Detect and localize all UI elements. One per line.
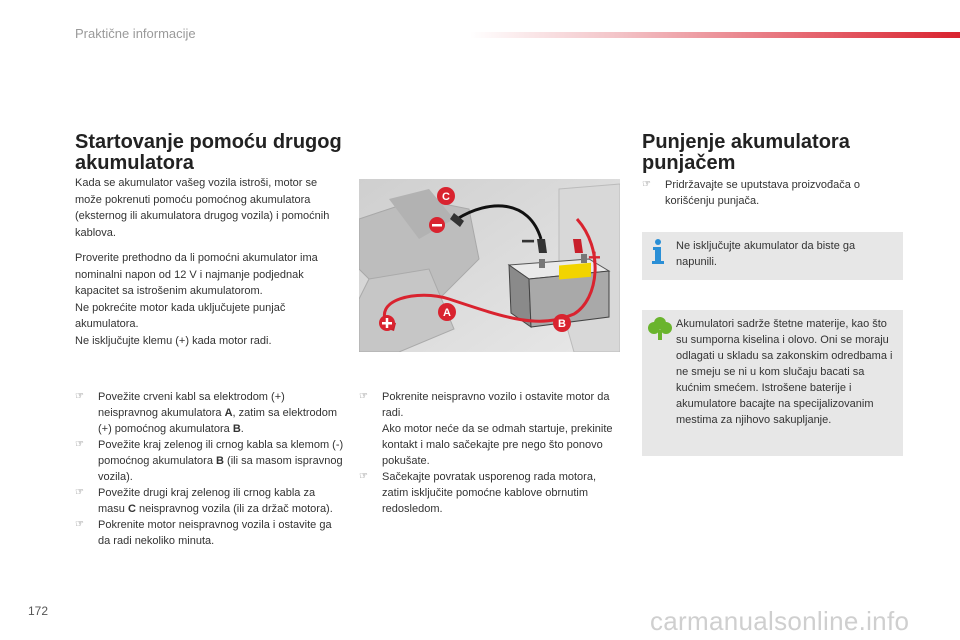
battery-terminal-negative <box>539 259 545 268</box>
list-item: ☞ Pokrenite neispravno vozilo i ostavite motor da radi. Ako motor neće da se odmah startuje, prekinite kontakt i malo sačekajte pre nego što ponovo pokušate. <box>359 391 613 467</box>
tree-icon <box>648 316 672 342</box>
list-item: ☞ Povežite drugi kraj zelenog ili crnog kabla za masu C neispravnog vozila (ili za držač motora). <box>75 487 333 515</box>
header-accent-bar <box>470 32 960 38</box>
info-note-text: Ne isključujte akumulator da biste ga napunili. <box>676 240 856 268</box>
battery-terminal-positive <box>581 254 587 263</box>
intro-paragraph: Kada se akumulator vašeg vozila istroši, motor se može pokrenuti pomoću pomoćnog akumulatora (eksternog ili akumulatora drugog vozila) i pomoćnih kablova. <box>75 177 330 239</box>
pointing-hand-icon: ☞ <box>75 487 84 498</box>
marker-a-label: A <box>443 307 451 319</box>
right-steps-list <box>642 177 902 209</box>
list-item: ☞ Pokrenite motor neispravnog vozila i ostavite ga da radi nekoliko minuta. <box>75 519 332 547</box>
check-paragraph <box>75 250 340 349</box>
check-line: Ne pokrećite motor kada uključujete punjač akumulatora. <box>75 301 286 330</box>
list-item: ☞ Povežite crveni kabl sa elektrodom (+) neispravnog akumulatora A, zatim sa elektrodom (+) pomoćnog akumulatora B. <box>75 391 338 435</box>
pointing-hand-icon: ☞ <box>75 391 84 402</box>
eco-note-box <box>642 310 903 456</box>
header-section-title: Praktične informacije <box>75 26 196 41</box>
list-item: ☞ Povežite kraj zelenog ili crnog kabla sa klemom (-) pomoćnog akumulatora B (ili sa masom ispravnog vozila). <box>75 439 344 483</box>
left-steps-list <box>75 389 345 549</box>
pointing-hand-icon: ☞ <box>359 471 368 482</box>
pointing-hand-icon: ☞ <box>359 391 368 402</box>
pointing-hand-icon: ☞ <box>75 519 84 530</box>
marker-c-label: C <box>442 191 450 203</box>
marker-b-label: B <box>558 318 566 330</box>
plus-label: + <box>588 245 601 270</box>
page-number: 172 <box>28 604 49 618</box>
check-line: Proverite prethodno da li pomoćni akumulator ima nominalni napon od 12 V i najmanje podjednak kapacitet sa istrošenim akumulatorom. <box>75 252 318 297</box>
right-section-title: Punjenje akumulatora punjačem <box>642 131 850 174</box>
minus-label: − <box>521 228 536 255</box>
jump-start-illustration <box>359 179 620 352</box>
list-item: ☞ Sačekajte povratak usporenog rada motora, zatim isključite pomoćne kablove obrnutim redosledom. <box>359 471 597 515</box>
list-item: ☞ Pridržavajte se uputstava proizvođača o korišćenju punjača. <box>642 179 861 207</box>
watermark: carmanualsonline.info <box>650 606 910 636</box>
battery-label <box>559 263 591 280</box>
check-line: Ne isključujte klemu (+) kada motor radi. <box>75 334 272 347</box>
middle-steps-list <box>359 389 624 517</box>
info-note-box <box>642 232 903 280</box>
pointing-hand-icon: ☞ <box>75 439 84 450</box>
eco-note-text: Akumulatori sadrže štetne materije, kao što su sumporna kiselina i olovo. Oni se moraju odlagati u skladu sa zakonskim odredbama i ne smeju se ni u kom slučaju bacati sa kućnim smećem. Istrošene baterije i akumulatore bacajte na specijalizovanim mestima za njihovo sakupljanje. <box>676 318 893 426</box>
left-section-title: Startovanje pomoću drugog akumulatora <box>75 131 342 174</box>
pointing-hand-icon: ☞ <box>642 179 651 190</box>
info-icon <box>648 238 668 264</box>
